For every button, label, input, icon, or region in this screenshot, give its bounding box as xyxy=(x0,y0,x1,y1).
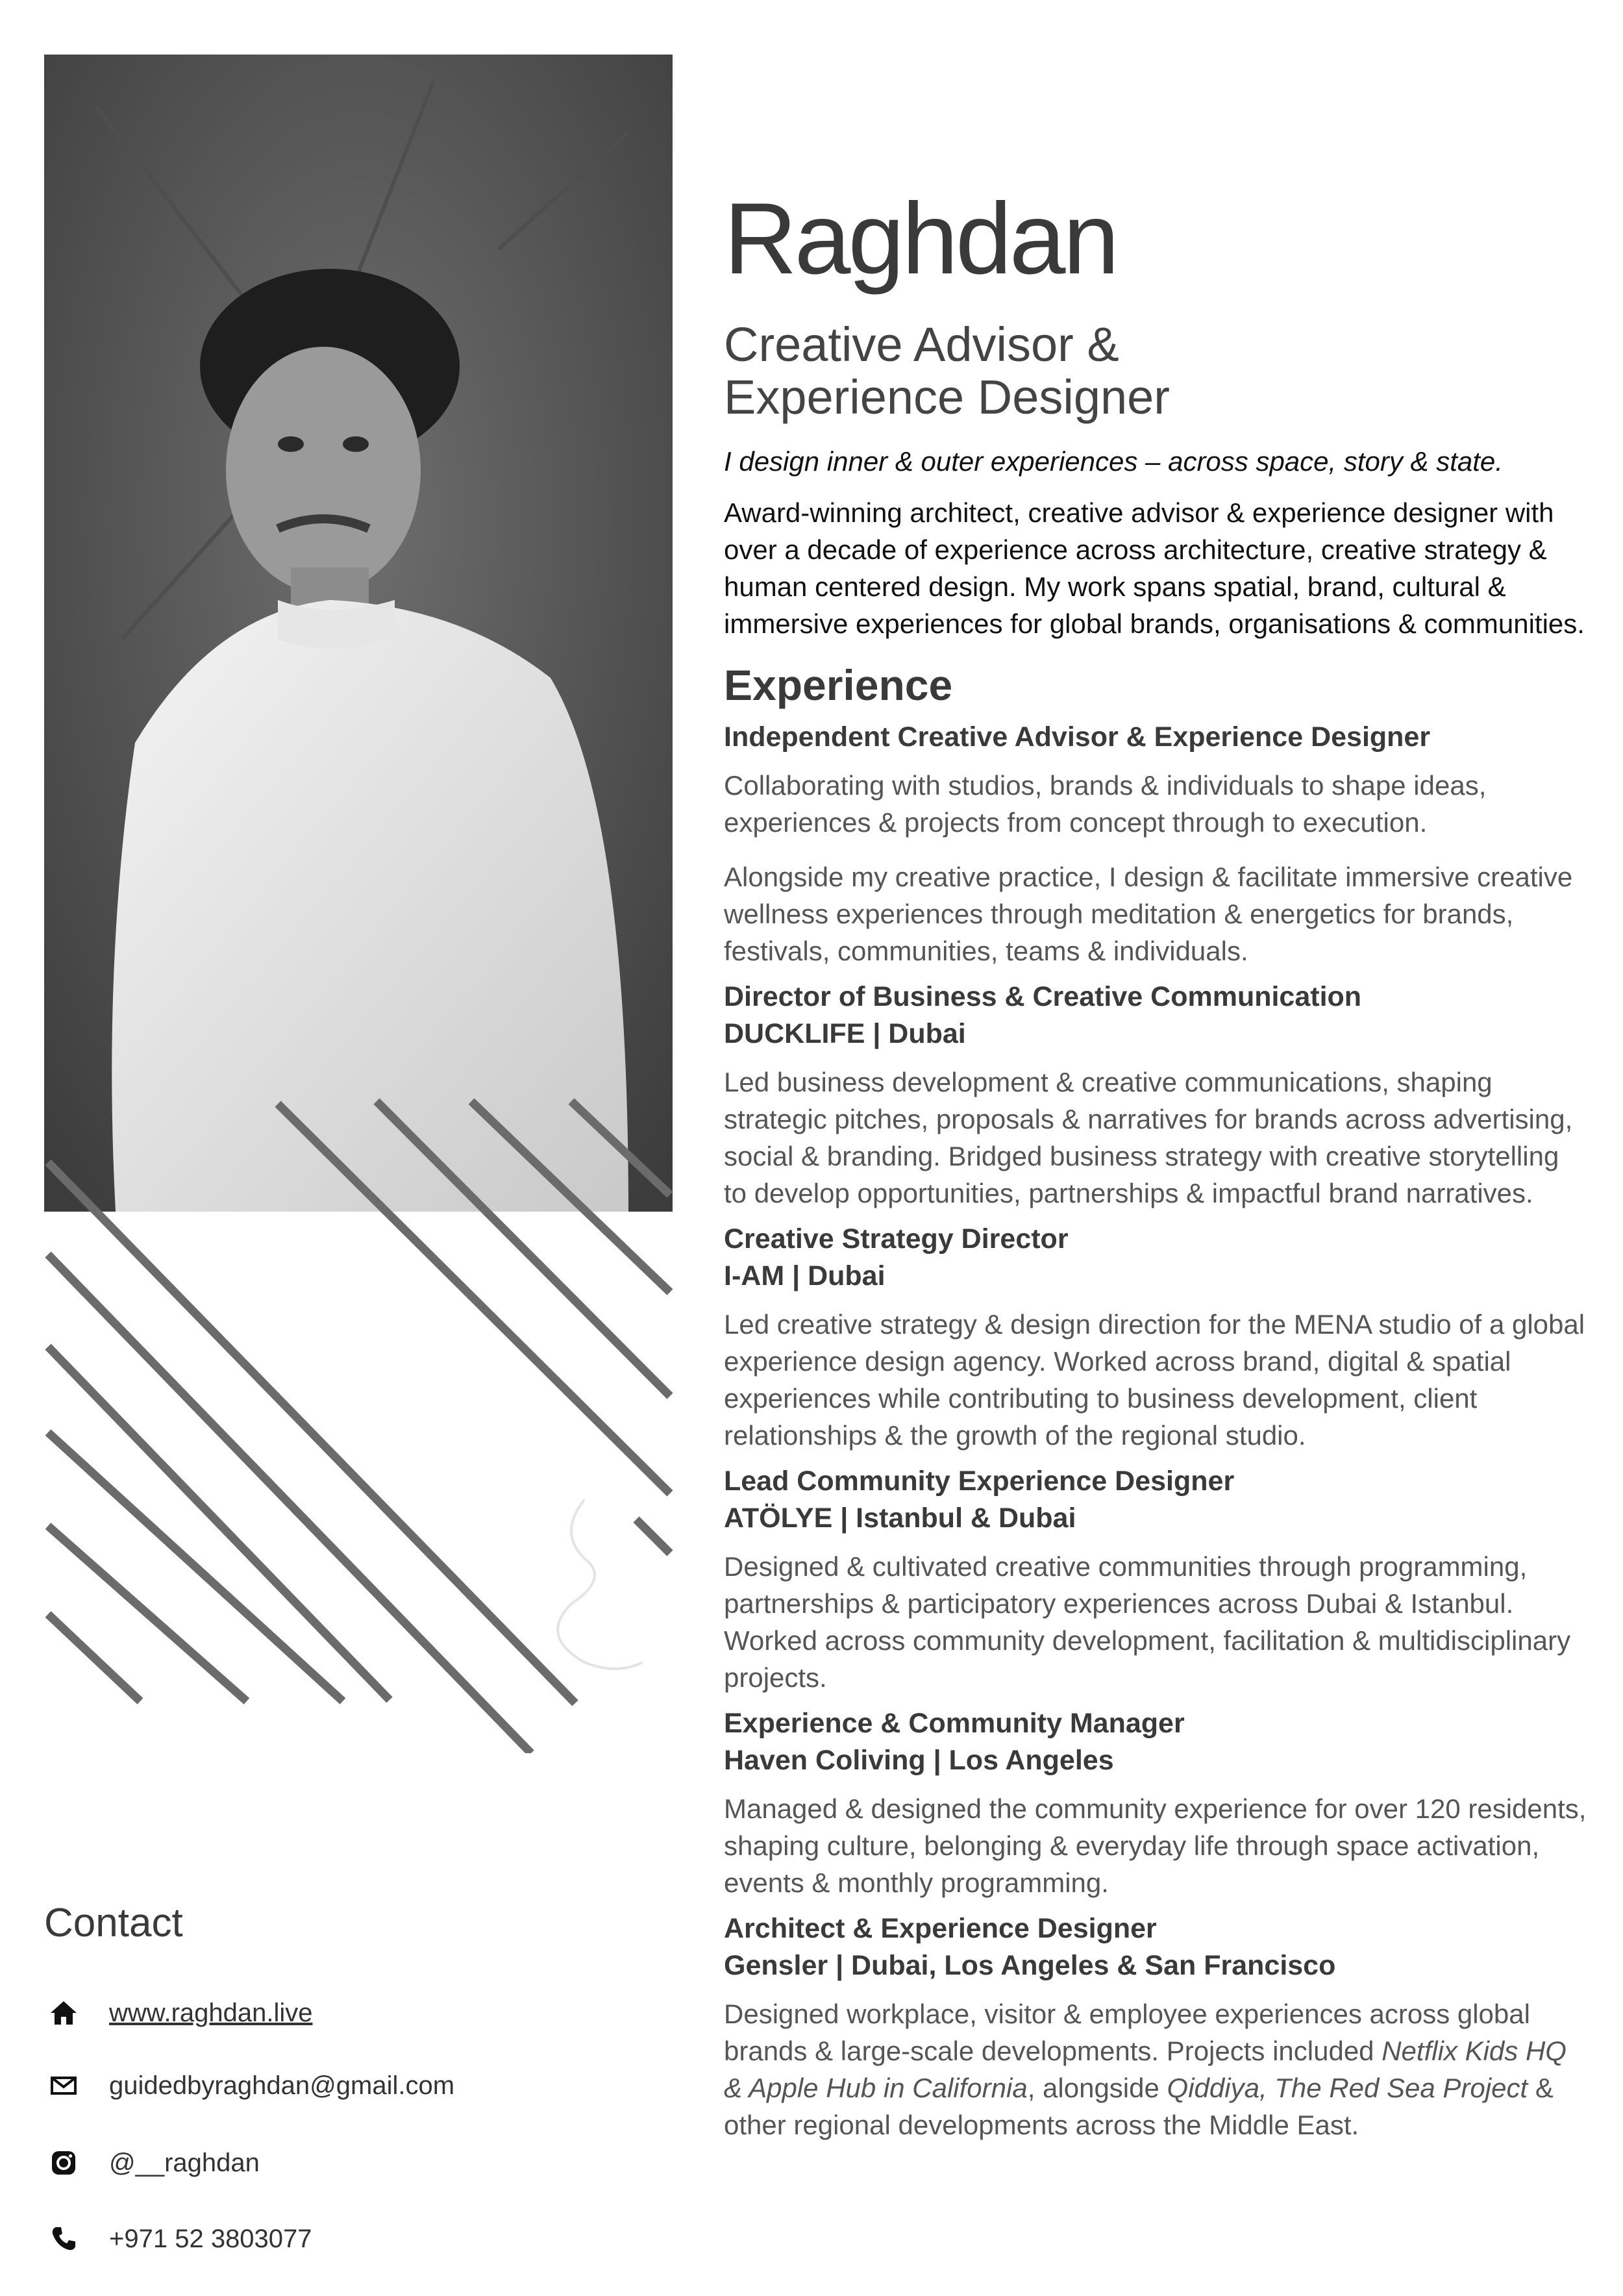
phone-icon xyxy=(44,2219,83,2258)
tagline: I design inner & outer experiences – across space, story & state. xyxy=(724,445,1503,477)
job-entry xyxy=(724,719,1587,969)
contact-phone-row[interactable] xyxy=(44,2216,628,2262)
instagram-handle[interactable]: @__raghdan xyxy=(109,2148,260,2177)
contact-instagram-row[interactable] xyxy=(44,2140,628,2186)
job-description: Managed & designed the community experience for over 120 residents, shaping culture, belonging & everyday life through space activation, events & monthly programming. xyxy=(724,1793,1587,1898)
envelope-icon xyxy=(44,2066,83,2105)
profile-photo xyxy=(44,55,673,1212)
intro-paragraph: Award-winning architect, creative advisor & experience designer with over a decade of experience across architecture, creative strategy & human centered design. My work spans spatial, brand, cultural & immersive experiences for global brands, organisations & communities. xyxy=(724,497,1585,639)
house-icon xyxy=(44,1993,83,2032)
job-description: Alongside my creative practice, I design & facilitate immersive creative wellness experiences through meditation & energetics for brands, festivals, communities, teams & individuals. xyxy=(724,861,1573,966)
email-text[interactable]: guidedbyraghdan@gmail.com xyxy=(109,2071,455,2100)
job-description xyxy=(724,1995,1587,2143)
desc-projects: Netflix Kids HQ & Apple Hub in California xyxy=(724,2035,1567,2103)
job-title: Experience & Community Manager xyxy=(724,1707,1185,1739)
main-content xyxy=(724,182,1587,2143)
job-title: Creative Strategy Director xyxy=(724,1223,1069,1254)
job-entry xyxy=(724,1463,1587,1696)
desc-text: & other regional developments across the Middle East. xyxy=(724,2072,1554,2140)
job-title: Director of Business & Creative Communication xyxy=(724,980,1362,1012)
job-description: Collaborating with studios, brands & individuals to shape ideas, experiences & projects from concept through to execution. xyxy=(724,769,1487,838)
phone-number[interactable]: +971 52 3803077 xyxy=(109,2224,312,2253)
experience-heading: Experience xyxy=(724,660,953,709)
desc-text: Designed workplace, visitor & employee experiences across global brands & large-scale developments. Projects included xyxy=(724,1998,1530,2066)
job-company: Haven Coliving | Los Angeles xyxy=(724,1744,1114,1776)
job-title: Architect & Experience Designer xyxy=(724,1912,1157,1944)
job-description: Designed & cultivated creative communities through programming, partnerships & participatory experiences across Dubai & Istanbul. Worked across community development, facilitation & multidisciplinary projects. xyxy=(724,1551,1571,1693)
job-company: DUCKLIFE | Dubai xyxy=(724,1017,966,1049)
website-link[interactable]: www.raghdan.live xyxy=(109,1998,313,2027)
person-role: Creative Advisor & Experience Designer xyxy=(724,318,1170,425)
job-title: Lead Community Experience Designer xyxy=(724,1465,1235,1497)
job-description: Led business development & creative communications, shaping strategic pitches, proposals & narratives for brands across advertising, social & branding. Bridged business strategy with creative storytelling to develop opportunities, partnerships & impactful brand narratives. xyxy=(724,1066,1573,1208)
job-entry xyxy=(724,1705,1587,1901)
contact-heading: Contact xyxy=(44,1901,183,1945)
person-name: Raghdan xyxy=(724,182,1117,295)
job-company: I-AM | Dubai xyxy=(724,1260,886,1292)
contact-website-row[interactable] xyxy=(44,1990,628,2036)
job-title: Independent Creative Advisor & Experience Designer xyxy=(724,721,1431,753)
desc-projects: Qiddiya, The Red Sea Project xyxy=(1167,2072,1528,2103)
job-entry xyxy=(724,1221,1587,1454)
job-description: Led creative strategy & design direction for the MENA studio of a global experience design agency. Worked across brand, digital & spatial experiences while contributing to business development, client relationships & the growth of the regional studio. xyxy=(724,1308,1585,1451)
job-company: Gensler | Dubai, Los Angeles & San Francisco xyxy=(724,1949,1336,1981)
job-company: ATÖLYE | Istanbul & Dubai xyxy=(724,1502,1076,1534)
desc-text: , alongside xyxy=(1027,2072,1167,2103)
job-entry xyxy=(724,1910,1587,2143)
job-entry xyxy=(724,979,1587,1212)
instagram-icon xyxy=(44,2143,83,2182)
contact-email-row[interactable] xyxy=(44,2063,628,2108)
